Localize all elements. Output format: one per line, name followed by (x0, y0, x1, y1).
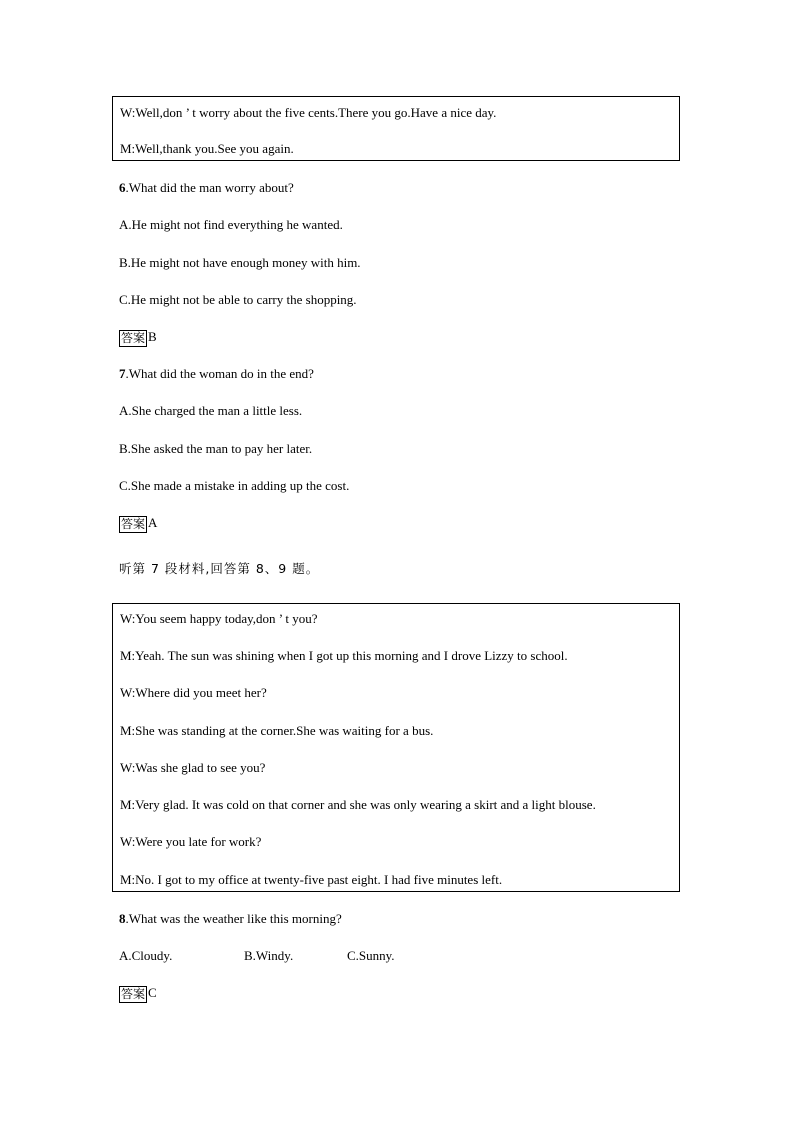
answer-value: B (148, 329, 157, 344)
dialogue-line: M:No. I got to my office at twenty-five past eight. I had five minutes left. (120, 872, 503, 887)
question-text: .What was the weather like this morning? (125, 911, 342, 926)
answer-8 (119, 985, 157, 1003)
dialogue-line: M:Yeah. The sun was shining when I got up this morning and I drove Lizzy to school. (120, 648, 568, 663)
option-a: A.Cloudy. (119, 948, 173, 963)
answer-label: 答案 (121, 986, 146, 1001)
dialogue-box-2 (112, 603, 680, 892)
answer-6 (119, 329, 157, 347)
question-8 (119, 911, 342, 927)
question-number: 8 (119, 911, 126, 926)
dialogue-line: W:Was she glad to see you? (120, 760, 266, 775)
question-number: 6 (119, 180, 126, 195)
option-c: C.He might not be able to carry the shopping. (119, 292, 357, 307)
answer-7 (119, 515, 157, 533)
dialogue-line: W:Where did you meet her? (120, 685, 267, 700)
question-7 (119, 366, 314, 382)
options-row (119, 948, 395, 964)
answer-value: C (148, 985, 157, 1000)
option-b: B.She asked the man to pay her later. (119, 441, 313, 456)
question-text: .What did the woman do in the end? (125, 366, 314, 381)
question-6 (119, 180, 294, 196)
option-b: B.Windy. (244, 948, 294, 963)
dialogue-line: M:Very glad. It was cold on that corner and she was only wearing a skirt and a light blouse. (120, 797, 596, 812)
dialogue-line: W:You seem happy today,don ’ t you? (120, 611, 318, 626)
option-c: C.She made a mistake in adding up the cost. (119, 478, 350, 493)
section-heading: 听第 7 段材料,回答第 8、9 题。 (119, 561, 320, 576)
option-a: A.She charged the man a little less. (119, 403, 303, 418)
dialogue-line: M:Well,thank you.See you again. (120, 141, 294, 156)
answer-label: 答案 (121, 516, 146, 531)
option-b: B.He might not have enough money with him. (119, 255, 361, 270)
option-c: C.Sunny. (347, 948, 395, 963)
question-number: 7 (119, 366, 126, 381)
dialogue-line: W:Well,don ’ t worry about the five cents.There you go.Have a nice day. (120, 105, 497, 120)
dialogue-box-1 (112, 96, 680, 161)
option-a: A.He might not find everything he wanted. (119, 217, 343, 232)
dialogue-line: W:Were you late for work? (120, 834, 262, 849)
question-text: .What did the man worry about? (125, 180, 294, 195)
dialogue-line: M:She was standing at the corner.She was waiting for a bus. (120, 723, 434, 738)
answer-label: 答案 (121, 330, 146, 345)
answer-value: A (148, 515, 158, 530)
